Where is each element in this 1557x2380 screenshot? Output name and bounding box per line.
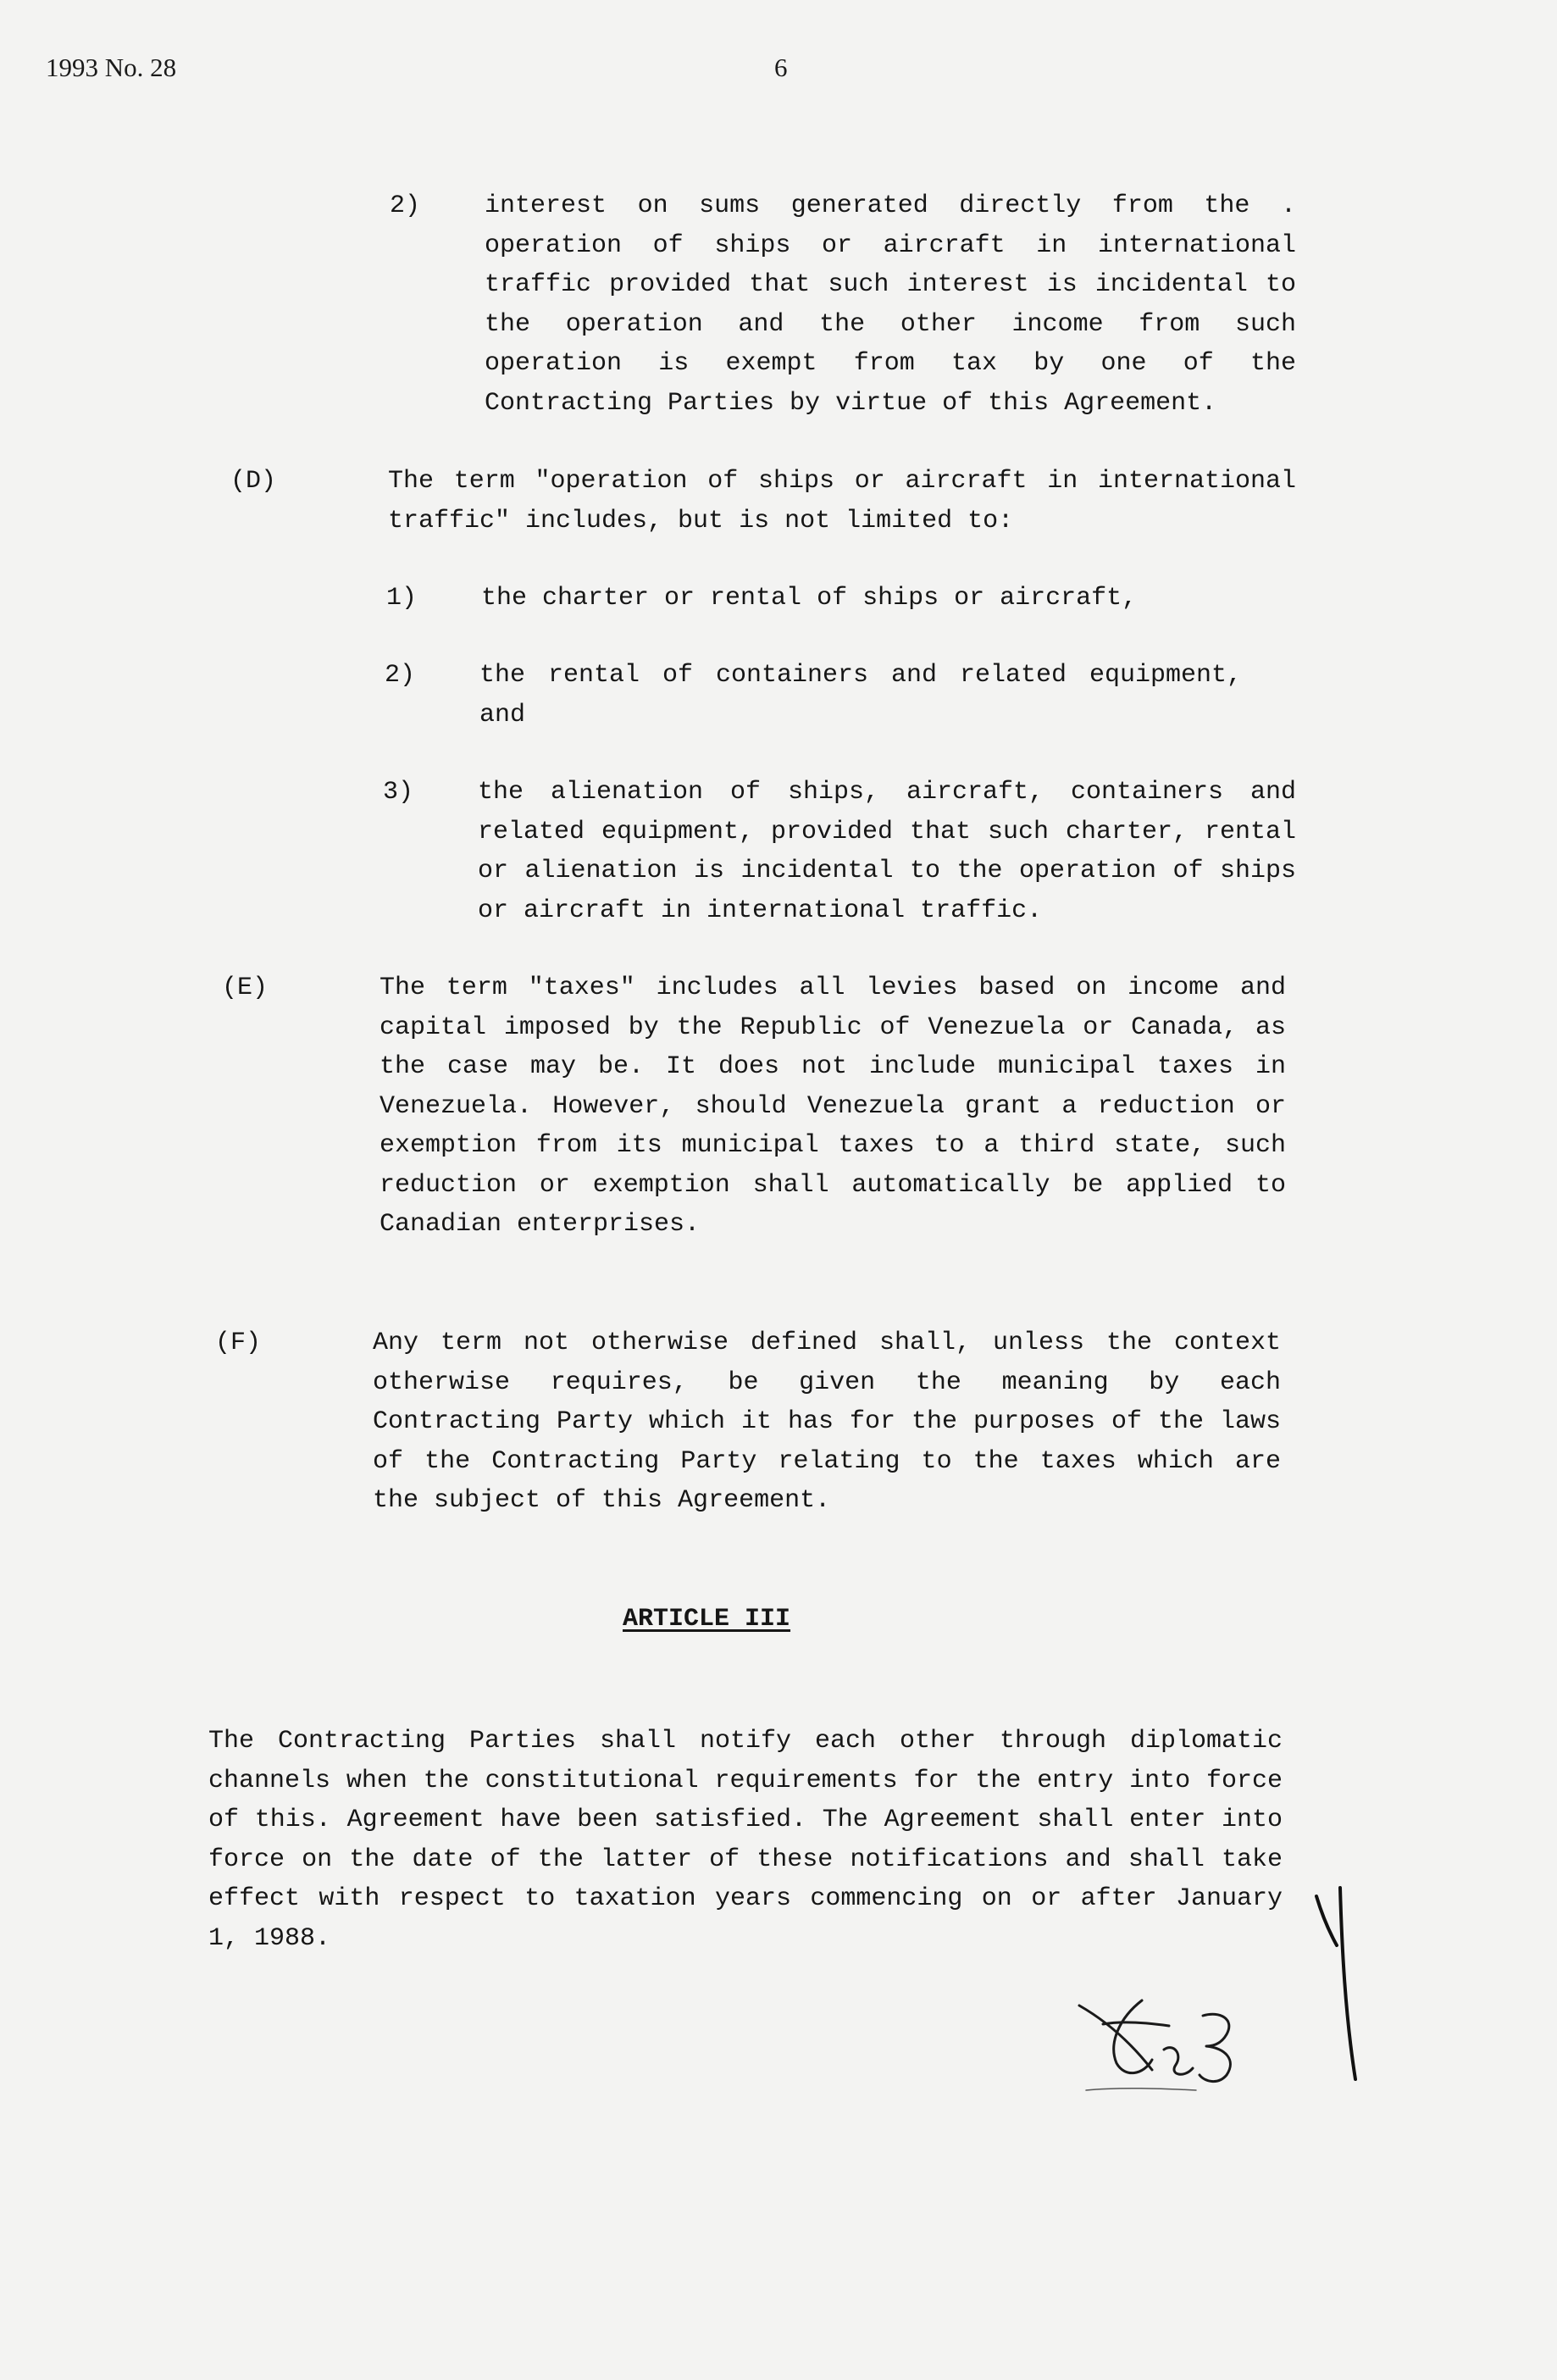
paragraph-text: Any term not otherwise defined shall, unless the context otherwise requires, be given the meaning by each Contracting Party which it has for the purposes of the laws of the Contracting Party relating to the taxes which are the subject of this Agreement. [373, 1329, 1281, 1515]
paragraph-label: (E) [222, 974, 269, 1002]
handwritten-initials [1069, 1987, 1247, 2097]
handwritten-mark [1311, 1879, 1371, 2091]
page-number: 6 [774, 53, 788, 82]
article-heading: ARTICLE III [623, 1605, 791, 1634]
list-number: 3) [383, 778, 414, 807]
list-number: 1) [386, 584, 418, 613]
article-text: The Contracting Parties shall notify each other through diplomatic channels when the constitutional requirements for the entry into force of this. Agreement have been satisfied. The Agreement shall enter into force on the date of the latter of these notifications and shall take effect with respect to taxation years commencing on or after January 1, 1988. [208, 1727, 1283, 1953]
paragraph-label: (D) [230, 467, 277, 496]
paragraph-text: The term "taxes" includes all levies based on income and capital imposed by the Republic of Venezuela or Canada, as the case may be. It does not include municipal taxes in Venezuela. However, should Venezuela grant a reduction or exemption from its municipal taxes to a third state, such reduction or exemption shall automatically be applied to Canadian enterprises. [380, 974, 1286, 1239]
list-item-text: the charter or rental of ships or aircraft, [481, 584, 1138, 613]
paragraph-label: (F) [215, 1329, 262, 1357]
paragraph-text: The term "operation of ships or aircraft in international traffic" includes, but is not limited to: [388, 467, 1296, 535]
document-reference: 1993 No. 28 [46, 53, 177, 82]
list-number: 2) [385, 661, 416, 690]
list-item-text: the alienation of ships, aircraft, containers and related equipment, provided that such charter, rental or alienation is incidental to the operation of ships or aircraft in international traffic. [478, 778, 1296, 925]
list-item-text: the rental of containers and related equipment, and [479, 661, 1242, 730]
list-item-text: interest on sums generated directly from the . operation of ships or aircraft in international traffic provided that such interest is incidental to the operation and the other income from such operation is exempt from tax by one of the Contracting Parties by virtue of this Agreement. [485, 191, 1296, 418]
list-number: 2) [390, 191, 421, 220]
